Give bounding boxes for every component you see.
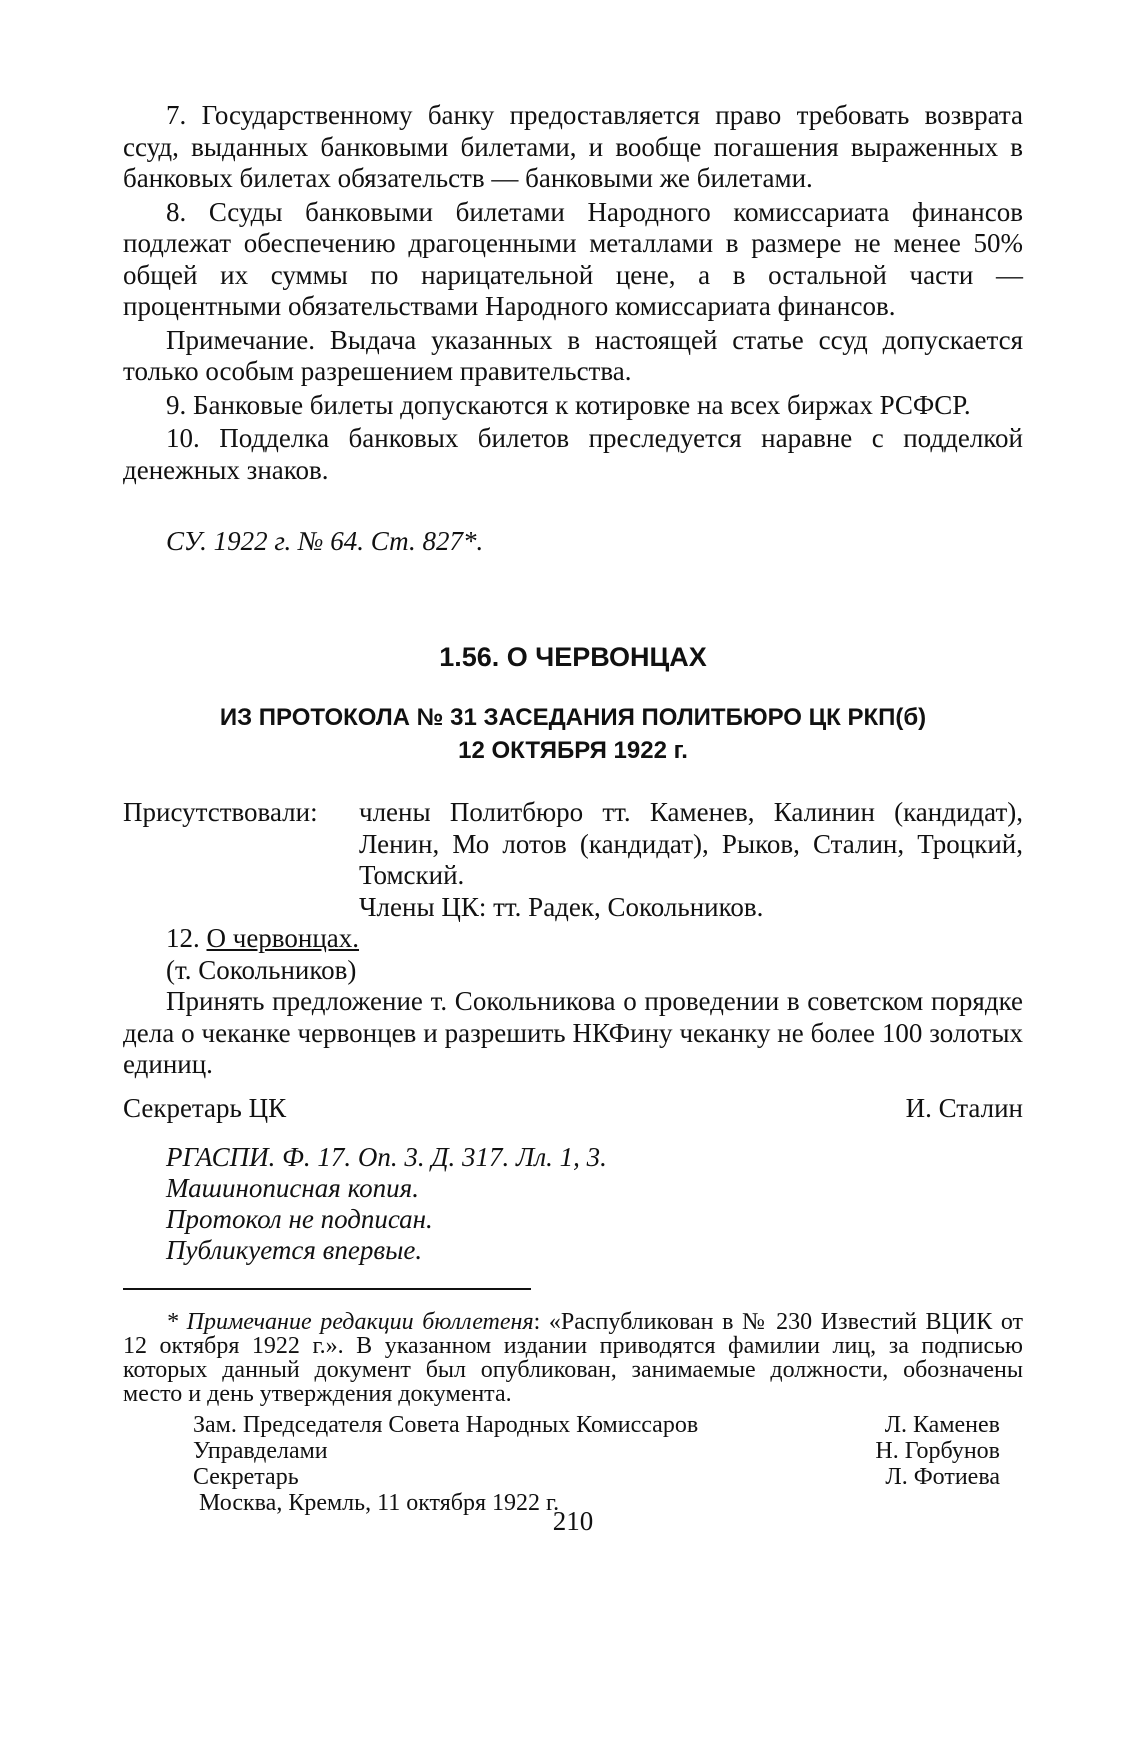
signature-role: Зам. Председателя Совета Народных Комиссаров xyxy=(193,1412,699,1438)
footnote xyxy=(123,1310,1023,1406)
paragraph-9: 9. Банковые билеты допускаются к котировке на всех биржах РСФСР. xyxy=(166,389,971,420)
footnote-label: * Примечание редакции бюллетеня xyxy=(166,1309,534,1335)
section-heading: 1.56. О ЧЕРВОНЦАХ xyxy=(439,641,707,672)
politburo-members: члены Политбюро тт. Каменев, Калинин (кандидат), Ленин, Мо лотов (кандидат), Рыков, Сталин, Троцкий, Томский. xyxy=(359,797,1023,890)
agenda-item-title: О червонцах. xyxy=(206,923,360,953)
signature-name: Л. Каменев xyxy=(884,1412,1000,1438)
agenda-item-number: 12. xyxy=(166,923,200,953)
agenda-item xyxy=(166,923,1023,955)
secretary-signature xyxy=(123,1093,1023,1125)
paragraph-7: 7. Государственному банку предоставляется право требовать возврата ссуд, выданных банковыми билетами, и вообще погашения выраженных в банковых билетах обязательств — банковыми же билетами. xyxy=(123,100,1023,193)
page-number: 210 xyxy=(552,1506,594,1536)
subheading-line-2: 12 ОКТЯБРЯ 1922 г. xyxy=(458,737,688,764)
signature-row xyxy=(193,1412,1023,1438)
agenda-speaker: (т. Сокольников) xyxy=(166,954,357,985)
archive-line: Протокол не подписан. xyxy=(166,1204,433,1234)
attendance-label: Присутствовали: xyxy=(123,797,318,827)
archive-line: Машинописная копия. xyxy=(166,1173,419,1203)
archive-reference xyxy=(166,1142,1023,1266)
paragraph-10: 10. Подделка банковых билетов преследуется наравне с подделкой денежных знаков. xyxy=(123,423,1023,485)
secretary-label: Секретарь ЦК xyxy=(123,1092,287,1123)
subheading-line-1: ИЗ ПРОТОКОЛА № 31 ЗАСЕДАНИЯ ПОЛИТБЮРО ЦК РКП(б) xyxy=(219,704,927,731)
secretary-name: И. Сталин xyxy=(905,1092,1023,1123)
archive-line: Публикуется впервые. xyxy=(166,1235,423,1265)
signature-row xyxy=(193,1438,1023,1464)
footnote-signatures xyxy=(193,1412,1023,1516)
cc-members: Члены ЦК: тт. Радек, Сокольников. xyxy=(359,891,764,922)
source-citation: СУ. 1922 г. № 64. Ст. 827*. xyxy=(166,526,484,556)
signature-name: Л. Фотиева xyxy=(885,1464,1000,1490)
signature-role: Секретарь xyxy=(193,1464,299,1490)
signature-row xyxy=(193,1464,1023,1490)
footnote-divider xyxy=(123,1288,531,1290)
footnote-text: : «Распубликован в № 230 Известий ВЦИК от 12 октября 1922 г.». В указанном издании приводятся фамилии лиц, за подписью которых данный документ был опубликован, занимаемые должности, обозначены место и день утверждения документа. xyxy=(123,1309,1023,1407)
paragraph-note: Примечание. Выдача указанных в настоящей статье ссуд допускается только особым разрешением правительства. xyxy=(123,324,1023,386)
subheading xyxy=(123,701,1023,767)
attendance-block xyxy=(123,797,1023,923)
attendance-list xyxy=(359,797,1023,923)
place-date: Москва, Кремль, 11 октября 1922 г. xyxy=(199,1490,560,1516)
signature-role: Управделами xyxy=(193,1438,328,1464)
signature-name: Н. Горбунов xyxy=(875,1438,1000,1464)
paragraph-8: 8. Ссуды банковыми билетами Народного комиссариата финансов подлежат обеспечению драгоценными металлами в размере не менее 50% общей их суммы по нарицательной цене, а в остальной части — процентными обязательствами Народного комиссариата финансов. xyxy=(123,196,1023,321)
archive-line: РГАСПИ. Ф. 17. Оп. 3. Д. 317. Лл. 1, 3. xyxy=(166,1142,607,1172)
decision-text: Принять предложение т. Сокольникова о проведении в советском порядке дела о чеканке червонцев и разрешить НКФину чеканку не более 100 золотых единиц. xyxy=(123,986,1023,1079)
